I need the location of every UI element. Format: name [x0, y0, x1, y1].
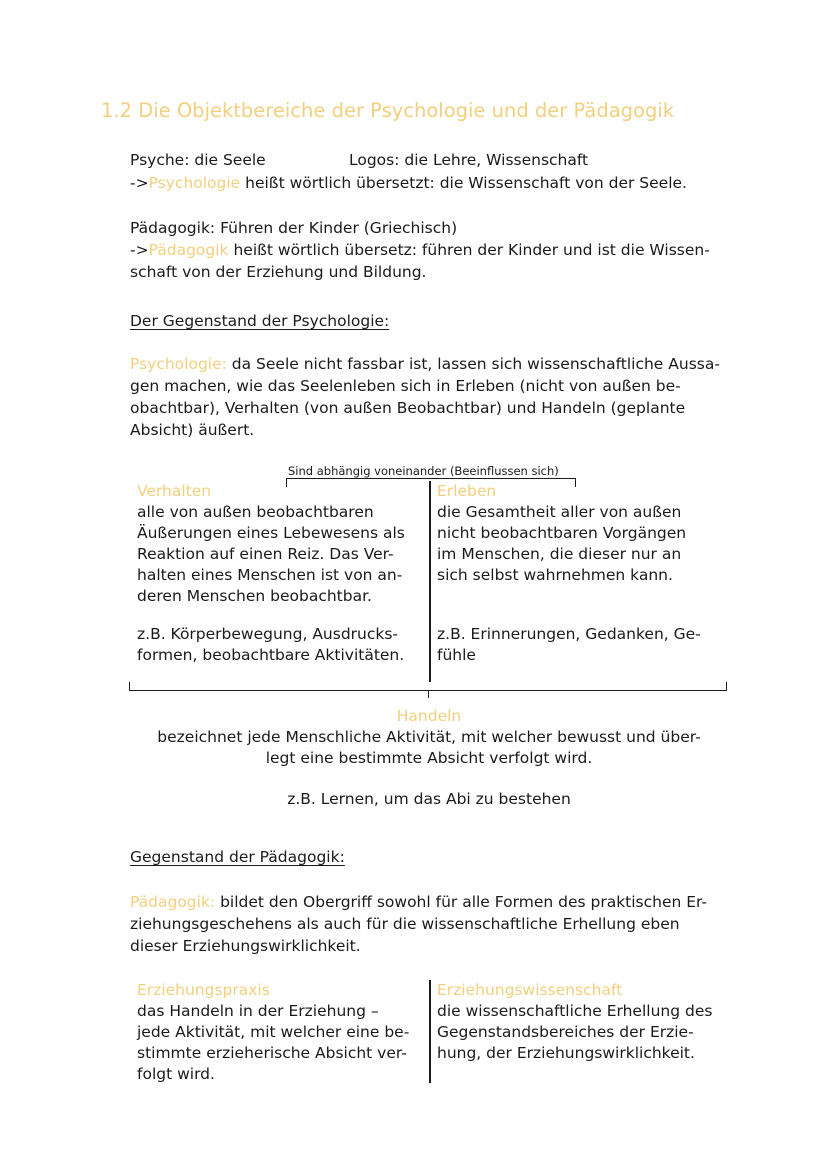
erziehungswissenschaft-line: hung, der Erziehungswirklichkeit.	[437, 1044, 695, 1062]
paragraph-text: bildet den Obergriff sowohl für alle Formen des praktischen Er-	[215, 893, 708, 911]
psychologie-paragraph-line	[130, 353, 720, 375]
paedagogik-paragraph-line: ziehungsgeschehens als auch für die wissenschaftliche Erhellung eben	[130, 915, 680, 933]
paedagogik-translation-cont: schaft von der Erziehung und Bildung.	[130, 263, 427, 281]
section-heading-paedagogik: Gegenstand der Pädagogik:	[130, 848, 345, 866]
psychologie-keyword: Psychologie:	[130, 355, 227, 373]
erziehungswissenschaft-column	[437, 980, 712, 1064]
column-divider	[429, 980, 431, 1083]
verhalten-line: alle von außen beobachtbaren	[137, 503, 374, 521]
verhalten-line: Reaktion auf einen Reiz. Das Ver-	[137, 545, 394, 563]
bracket-label: Sind abhängig voneinander (Beeinflussen sich)	[288, 464, 559, 478]
erziehungspraxis-line: das Handeln in der Erziehung –	[137, 1002, 379, 1020]
erleben-column	[437, 481, 686, 586]
verhalten-title: Verhalten	[137, 482, 212, 500]
paedagogik-keyword: Pädagogik:	[130, 893, 216, 911]
handeln-line: legt eine bestimmte Absicht verfolgt wird.	[265, 749, 593, 767]
erleben-line: die Gesamtheit aller von außen	[437, 503, 682, 521]
paedagogik-keyword: Pädagogik	[148, 241, 229, 259]
verhalten-line: halten eines Menschen ist von an-	[137, 566, 403, 584]
erziehungspraxis-column	[137, 980, 409, 1085]
bottom-bracket-tick-right	[726, 682, 727, 691]
psyche-definition: Psyche: die Seele	[130, 151, 266, 169]
paedagogik-paragraph-line: dieser Erziehungswirklichkeit.	[130, 937, 361, 955]
arrow-text: ->	[130, 174, 149, 192]
verhalten-example-line: z.B. Körperbewegung, Ausdrucks-	[137, 625, 399, 643]
psychologie-keyword: Psychologie	[148, 174, 241, 192]
psychologie-translation-text: heißt wörtlich übersetzt: die Wissenschaft von der Seele.	[240, 174, 687, 192]
erziehungswissenschaft-title: Erziehungswissenschaft	[437, 981, 623, 999]
psychologie-translation	[130, 172, 687, 194]
arrow-text: ->	[130, 241, 149, 259]
handeln-line: bezeichnet jede Menschliche Aktivität, mit welcher bewusst und über-	[157, 728, 701, 746]
erziehungswissenschaft-line: Gegenstandsbereiches der Erzie-	[437, 1023, 694, 1041]
bottom-bracket-tick-left	[129, 682, 130, 691]
verhalten-examples	[137, 624, 404, 666]
erziehungspraxis-line: jede Aktivität, mit welcher eine be-	[137, 1023, 410, 1041]
psychologie-paragraph-line: gen machen, wie das Seelenleben sich in Erleben (nicht von außen be-	[130, 377, 681, 395]
paedagogik-translation	[130, 239, 710, 261]
paragraph-text: da Seele nicht fassbar ist, lassen sich wissenschaftliche Aussa-	[226, 355, 720, 373]
top-bracket-line	[286, 478, 576, 479]
handeln-title: Handeln	[396, 707, 462, 725]
psychologie-paragraph-line: Absicht) äußert.	[130, 421, 255, 439]
erleben-title: Erleben	[437, 482, 497, 500]
erleben-example-line: fühle	[437, 646, 476, 664]
bottom-bracket-tick-center	[428, 690, 429, 698]
psychologie-paragraph-line: obachtbar), Verhalten (von außen Beobachtbar) und Handeln (geplante	[130, 399, 686, 417]
erleben-example-line: z.B. Erinnerungen, Gedanken, Ge-	[437, 625, 701, 643]
erziehungspraxis-title: Erziehungspraxis	[137, 981, 270, 999]
page-title: 1.2 Die Objektbereiche der Psychologie und der Pädagogik	[101, 99, 675, 122]
erleben-examples	[437, 624, 701, 666]
erziehungspraxis-line: folgt wird.	[137, 1065, 215, 1083]
section-heading-psychologie: Der Gegenstand der Psychologie:	[130, 312, 390, 330]
erziehungswissenschaft-line: die wissenschaftliche Erhellung des	[437, 1002, 713, 1020]
erleben-line: sich selbst wahrnehmen kann.	[437, 566, 673, 584]
verhalten-line: Äußerungen eines Lebewesens als	[137, 524, 405, 542]
paedagogik-definition: Pädagogik: Führen der Kinder (Griechisch)	[130, 219, 458, 237]
verhalten-example-line: formen, beobachtbare Aktivitäten.	[137, 646, 405, 664]
paedagogik-paragraph-line	[130, 891, 707, 913]
erleben-line: im Menschen, die dieser nur an	[437, 545, 682, 563]
erleben-line: nicht beobachtbaren Vorgängen	[437, 524, 687, 542]
erziehungspraxis-line: stimmte erzieherische Absicht ver-	[137, 1044, 407, 1062]
verhalten-line: deren Menschen beobachtbar.	[137, 587, 372, 605]
verhalten-column	[137, 481, 405, 607]
handeln-example: z.B. Lernen, um das Abi zu bestehen	[287, 790, 571, 808]
column-divider	[429, 481, 431, 682]
logos-definition: Logos: die Lehre, Wissenschaft	[349, 151, 589, 169]
paedagogik-translation-text: heißt wörtlich übersetz: führen der Kinder und ist die Wissen-	[228, 241, 710, 259]
